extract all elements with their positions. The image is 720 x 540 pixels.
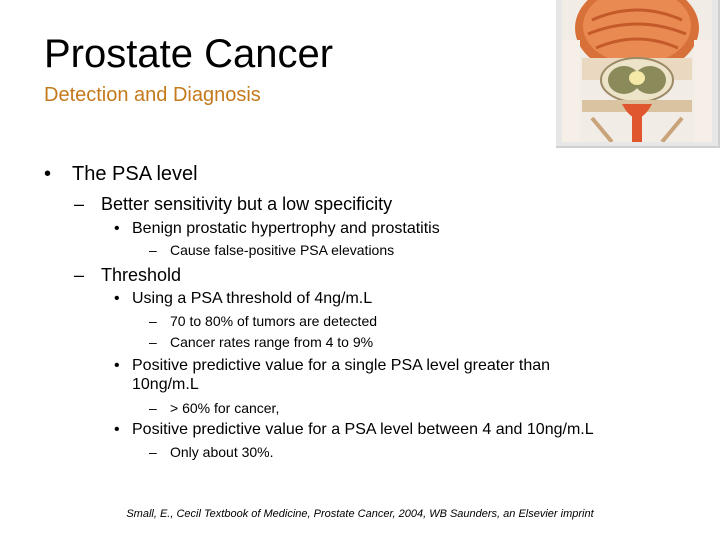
dash-marker: –: [149, 242, 157, 258]
bullet-using-threshold: Using a PSA threshold of 4ng/m.L: [132, 290, 373, 307]
dash-marker: –: [149, 313, 157, 329]
anatomy-image: [556, 0, 720, 148]
bullet-sensitivity: Better sensitivity but a low specificity: [101, 194, 393, 214]
dash-marker: –: [149, 400, 157, 416]
prostate-illustration-icon: [562, 0, 712, 142]
bullet-bph: Benign prostatic hypertrophy and prostatitis: [132, 220, 440, 237]
bullet-false-positive: Cause false-positive PSA elevations: [170, 242, 395, 258]
citation: Small, E., Cecil Textbook of Medicine, Prostate Cancer, 2004, WB Saunders, an Elsevier imprint: [126, 508, 594, 520]
bullet-marker: •: [114, 290, 120, 307]
dash-marker: –: [149, 444, 157, 460]
bullet-marker: •: [114, 357, 120, 374]
bullet-marker: •: [44, 163, 52, 185]
slide-subtitle: Detection and Diagnosis: [44, 84, 261, 106]
bullet-over-60: > 60% for cancer,: [170, 400, 280, 416]
dash-marker: –: [149, 334, 157, 350]
bullet-ppv-between: Positive predictive value for a PSA level between 4 and 10ng/m.L: [132, 421, 594, 438]
dash-marker: –: [74, 265, 85, 285]
slide-title: Prostate Cancer: [44, 32, 334, 76]
bullet-ppv-single-line1: Positive predictive value for a single PSA level greater than: [132, 357, 551, 374]
bullet-only-30: Only about 30%.: [170, 444, 274, 460]
bullet-marker: •: [114, 220, 120, 237]
bullet-ppv-single-line2: 10ng/m.L: [132, 376, 199, 393]
bullet-cancer-rates: Cancer rates range from 4 to 9%: [170, 334, 374, 350]
dash-marker: –: [74, 194, 85, 214]
bullet-psa-level: The PSA level: [72, 163, 198, 185]
bullet-threshold: Threshold: [101, 265, 182, 285]
bullet-tumors-detected: 70 to 80% of tumors are detected: [170, 313, 378, 329]
bullet-marker: •: [114, 421, 120, 438]
